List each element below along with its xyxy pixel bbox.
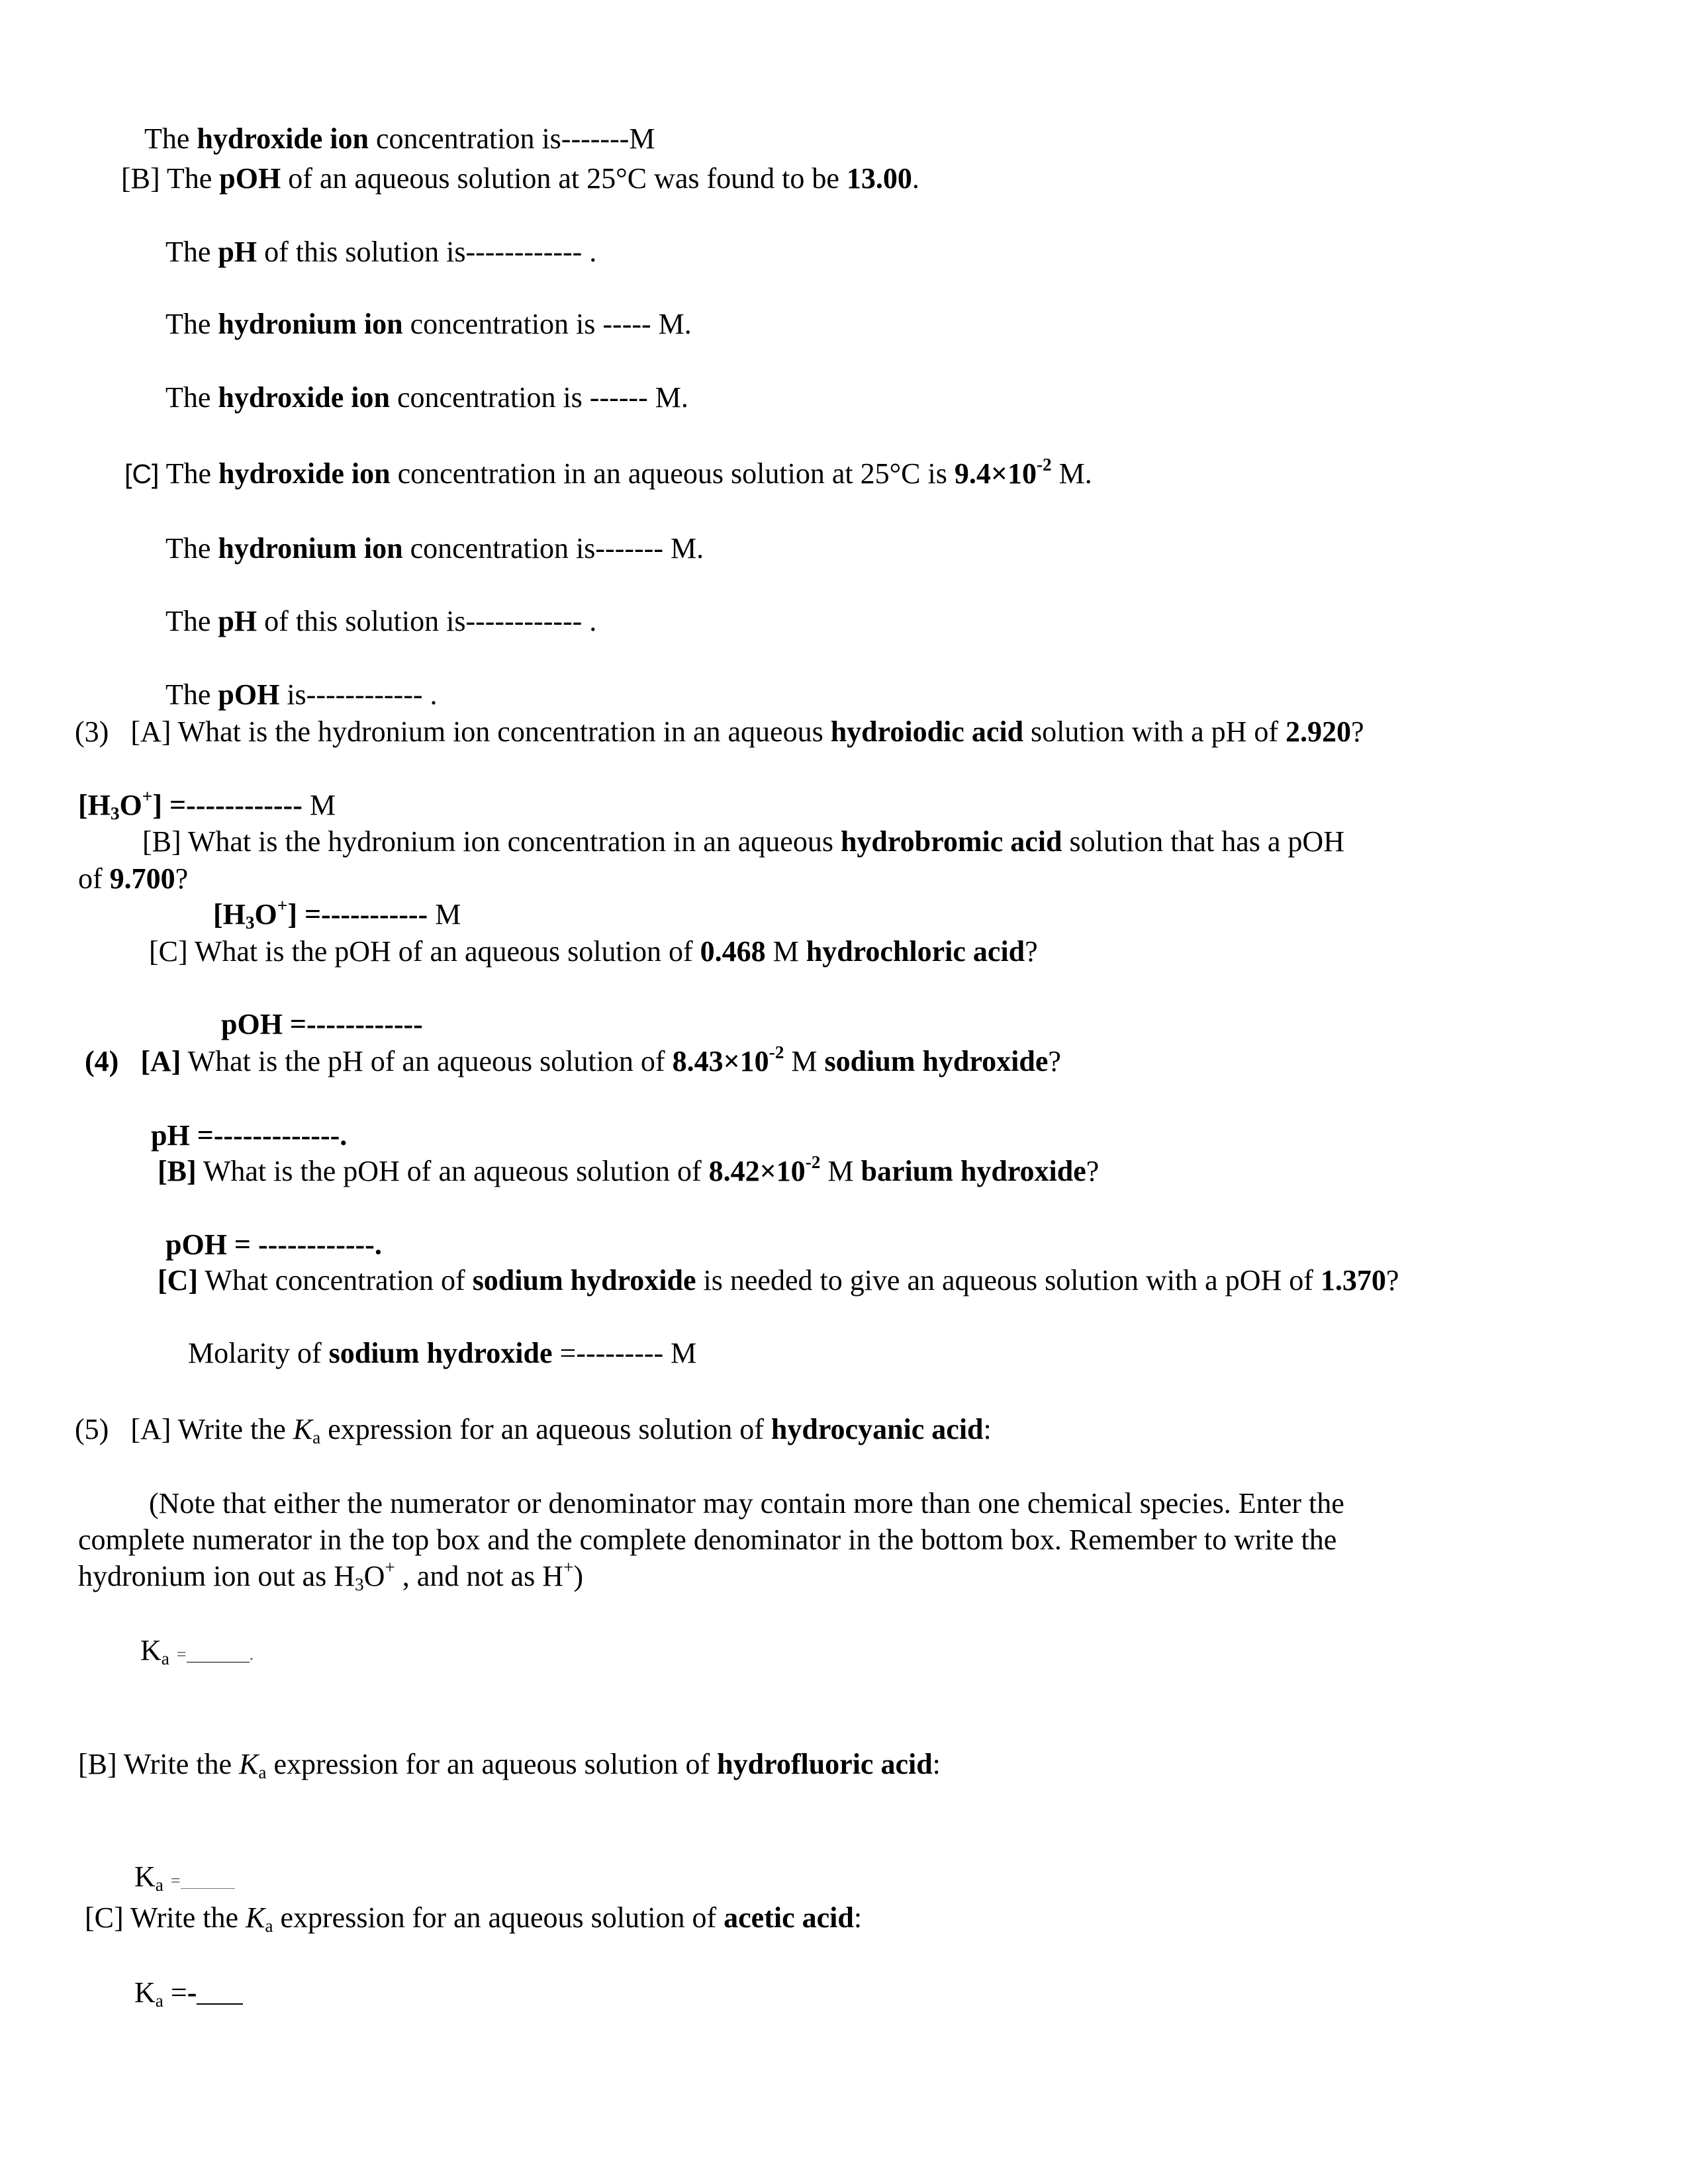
q3-a-answer: $[H_3O^+]$ =------------ M xyxy=(78,786,336,823)
q3-b-answer: $[H_3O^+]$ =----------- M xyxy=(213,895,461,933)
q2-c-question: [C] The hydroxide ion concentration in an aqueous solution at 25°C is $9.4\times 10^{-2}$ M. xyxy=(124,454,1092,490)
q3-a-question: (3) [A] What is the hydronium ion concentration in an aqueous hydroiodic acid solution with a pH of 2.920? xyxy=(75,715,1364,748)
q2-b-hydronium-answer: The hydronium ion concentration is ----- M. xyxy=(165,308,692,340)
q5-a-ka-expression: $K_a$ = . xyxy=(140,1634,254,1668)
q4-c-answer: Molarity of sodium hydroxide =--------- M xyxy=(188,1337,697,1369)
q5-note-line1: (Note that either the numerator or denominator may contain more than one chemical species. Enter the xyxy=(149,1487,1344,1520)
q5-c-ka-expression: $K_a$ =- xyxy=(134,1976,243,2011)
q3-b-question-line1: [B] What is the hydronium ion concentration in an aqueous hydrobromic acid solution that has a pOH xyxy=(142,825,1344,858)
q2-c-hydronium-answer: The hydronium ion concentration is------- M. xyxy=(165,532,704,565)
q4-b-question: [B] What is the pOH of an aqueous solution of $8.42\times 10^{-2}$ M barium hydroxide? xyxy=(158,1152,1100,1187)
q5-b-question: [B] Write the $K_a$ expression for an aqueous solution of hydrofluoric acid: xyxy=(78,1748,941,1782)
q3-b-question-line2: of 9.700? xyxy=(78,862,189,895)
q2-a-hydroxide-line: The hydroxide ion concentration is-------M xyxy=(144,122,655,155)
q5-b-ka-expression: $K_a$ = xyxy=(134,1860,235,1895)
q5-note-line3: hydronium ion out as $H_3O^+$ , and not as H+) xyxy=(78,1557,584,1594)
q5-note-line2: complete numerator in the top box and the complete denominator in the bottom box. Remember to write the xyxy=(78,1524,1337,1556)
ka-answer-blank[interactable] xyxy=(197,2003,243,2005)
ka-answer-blank[interactable] xyxy=(181,1888,235,1889)
q2-c-poh-answer: The pOH is------------ . xyxy=(165,678,438,711)
q4-c-question: [C] What concentration of sodium hydroxide is needed to give an aqueous solution with a pOH of 1.370? xyxy=(158,1264,1399,1297)
q2-b-ph-answer: The pH of this solution is------------ . xyxy=(165,236,597,268)
q4-a-question: (4) [A] What is the pH of an aqueous solution of $8.43\times 10^{-2}$ M sodium hydroxide? xyxy=(85,1042,1061,1077)
q5-a-question: (5) [A] Write the $K_a$ expression for an aqueous solution of hydrocyanic acid: xyxy=(75,1413,992,1447)
q3-c-question: [C] What is the pOH of an aqueous solution of 0.468 M hydrochloric acid? xyxy=(149,935,1038,968)
q2-b-hydroxide-answer: The hydroxide ion concentration is ------ M. xyxy=(165,381,688,414)
q4-b-answer: pOH = ------------. xyxy=(165,1228,382,1261)
q4-a-answer: pH =-------------. xyxy=(151,1119,348,1152)
q2-c-ph-answer: The pH of this solution is------------ . xyxy=(165,605,597,637)
q3-c-answer: pOH =------------ xyxy=(221,1008,423,1040)
q5-c-question: [C] Write the $K_a$ expression for an aqueous solution of acetic acid: xyxy=(85,1901,863,1936)
q2-b-question: [B] The pOH of an aqueous solution at 25°C was found to be 13.00. xyxy=(121,162,919,195)
